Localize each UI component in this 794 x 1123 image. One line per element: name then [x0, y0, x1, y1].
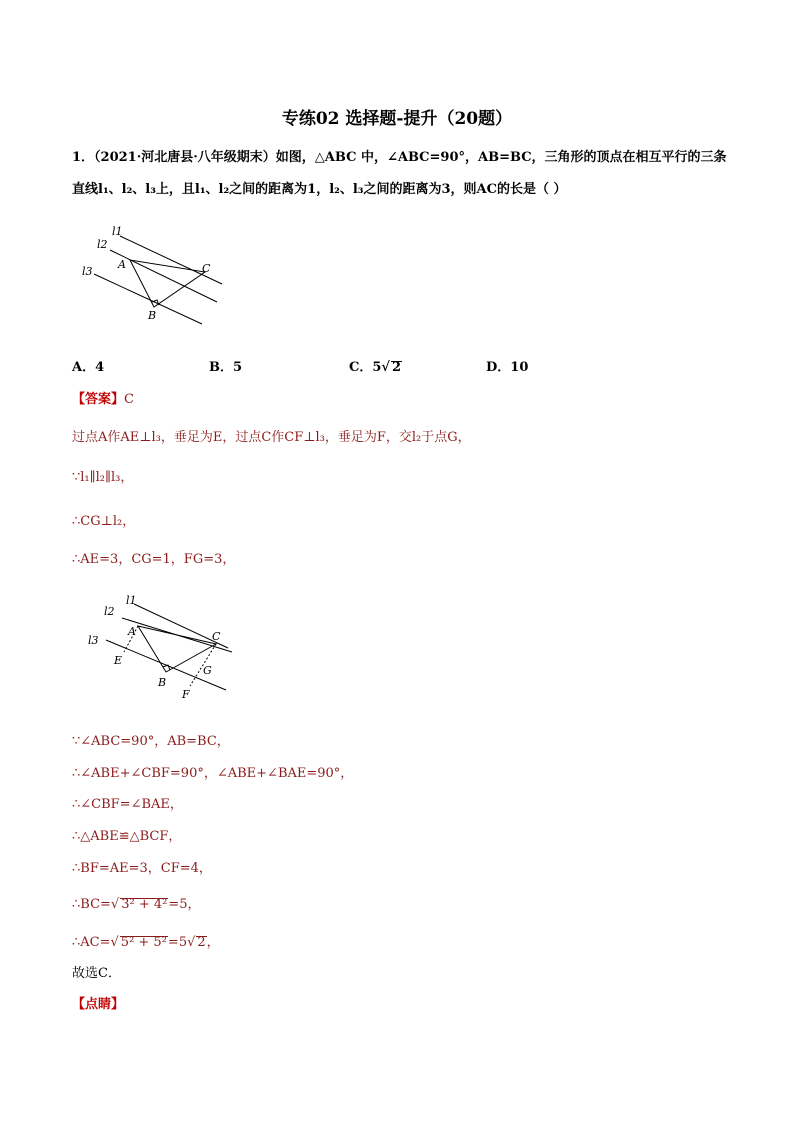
- label-b: B: [158, 676, 167, 689]
- label-l3: l3: [88, 634, 99, 647]
- question-source: （2021·河北唐县·八年级期末）: [94, 150, 276, 165]
- solution-step-6: ∴∠ABE+∠CBF=90°，∠ABE+∠BAE=90°，: [72, 766, 354, 781]
- label-l3: l3: [82, 265, 93, 278]
- label-a: A: [118, 258, 126, 271]
- comment-tag: 【点睛】: [72, 997, 125, 1012]
- triangle-abc: [130, 260, 205, 307]
- solution-figure: [86, 590, 246, 705]
- solution-step-10: ∴BC=√ 3² + 4²=5，: [72, 897, 201, 912]
- label-a: A: [128, 625, 136, 638]
- solution-step-1: 过点A作AE⊥l₃，垂足为E，过点C作CF⊥l₃，垂足为F，交l₂于点G，: [72, 430, 471, 445]
- question-figure: [72, 222, 232, 326]
- question-line-2: 直线l₁、l₂、l₃上，且l₁、l₂之间的距离为1，l₂、l₃之间的距离为3，则AC的长是（ ）: [72, 182, 567, 197]
- comment-line: [72, 993, 124, 1012]
- answer-value: C: [124, 392, 134, 407]
- label-l2: l2: [104, 605, 115, 618]
- solution-step-11: ∴AC=√ 5² + 5²=5√ 2，: [72, 935, 220, 950]
- option-c: C．5√ 2: [349, 360, 401, 375]
- label-l1: l1: [126, 594, 137, 607]
- question-line-1: [72, 146, 727, 165]
- page-title: 专练02 选择题-提升（20题）: [281, 109, 513, 129]
- question-number: 1．: [72, 150, 95, 165]
- label-f: F: [182, 688, 190, 701]
- label-e: E: [114, 654, 123, 667]
- solution-step-3: ∴CG⊥l₂，: [72, 514, 136, 529]
- solution-step-4: ∴AE=3，CG=1，FG=3，: [72, 552, 236, 567]
- solution-step-8: ∴△ABE≌△BCF，: [72, 829, 182, 844]
- answer-tag: 【答案】: [72, 392, 125, 407]
- solution-conclusion: 故选C．: [72, 966, 121, 981]
- option-b: B．5: [209, 360, 243, 375]
- answer-line: [72, 388, 134, 407]
- label-l1: l1: [112, 225, 123, 238]
- label-g: G: [203, 664, 212, 677]
- solution-step-2: ∵l₁∥l₂∥l₃，: [72, 470, 134, 485]
- option-d: D．10: [486, 360, 529, 375]
- solution-step-7: ∴∠CBF=∠BAE，: [72, 797, 183, 812]
- label-b: B: [148, 309, 157, 322]
- line-l2: [110, 250, 217, 302]
- solution-step-5: ∵∠ABC=90°，AB=BC，: [72, 734, 230, 749]
- option-a: A．4: [72, 360, 105, 375]
- label-l2: l2: [97, 238, 108, 251]
- label-c: C: [202, 262, 211, 275]
- line-l1: [120, 236, 222, 284]
- solution-step-9: ∴BF=AE=3，CF=4，: [72, 861, 212, 876]
- question-text-1: 如图，△ABC 中，∠ABC=90°，AB=BC，三角形的顶点在相互平行的三条: [275, 150, 727, 165]
- label-c: C: [212, 630, 221, 643]
